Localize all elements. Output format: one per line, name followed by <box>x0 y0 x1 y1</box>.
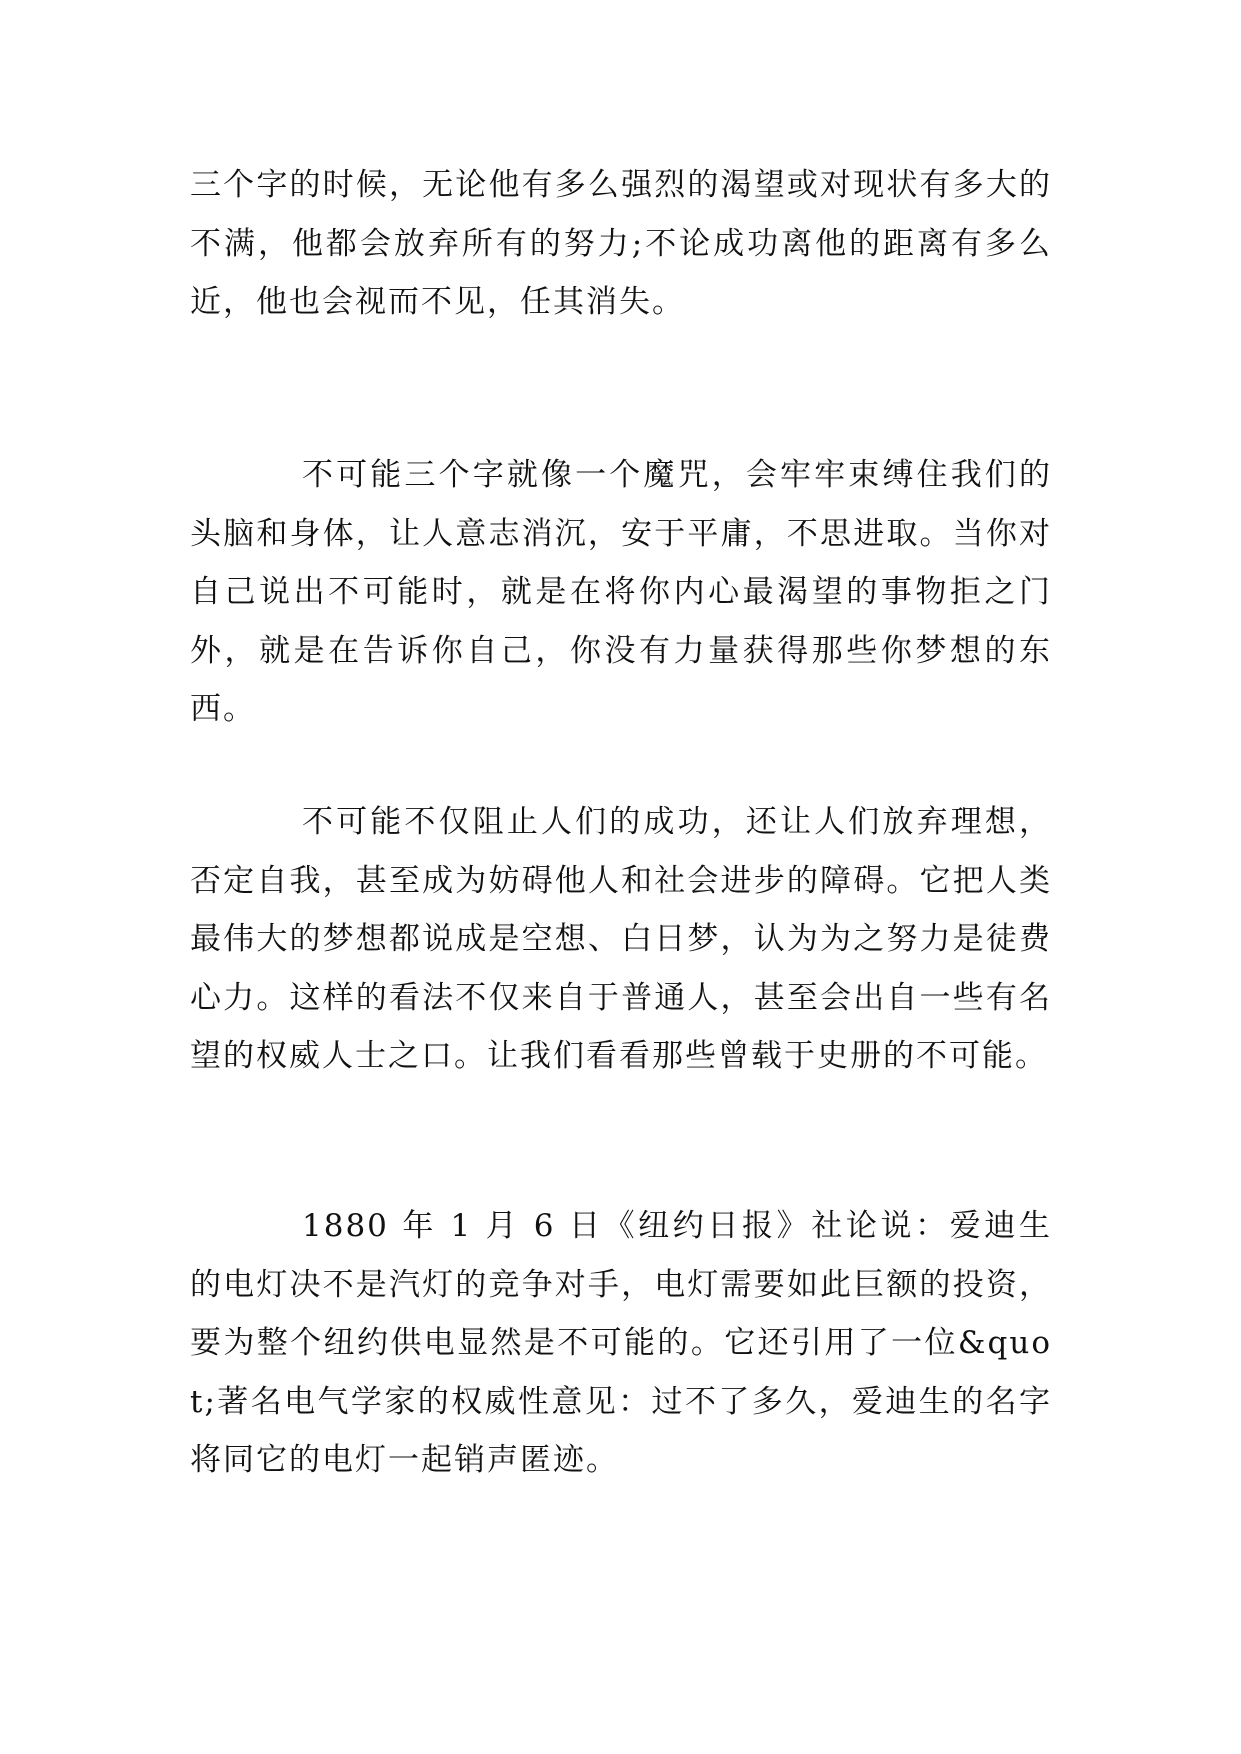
paragraph-edison-example: 1880 年 1 月 6 日《纽约日报》社论说：爱迪生的电灯决不是汽灯的竞争对手，电灯需要如此巨额的投资，要为整个纽约供电显然是不可能的。它还引用了一位&quot;著名电气学家的权威性意见：过不了多久，爱迪生的名字将同它的电灯一起销声匿迹。 <box>190 1208 1052 1478</box>
paragraph-impossible-obstacle: 不可能不仅阻止人们的成功，还让人们放弃理想，否定自我，甚至成为妨碍他人和社会进步的障碍。它把人类最伟大的梦想都说成是空想、白日梦，认为为之努力是徒费心力。这样的看法不仅来自于普通人，甚至会出自一些有名望的权威人士之口。让我们看看那些曾载于史册的不可能。 <box>190 804 1052 1074</box>
paragraph-continuation: 三个字的时候，无论他有多么强烈的渴望或对现状有多大的不满，他都会放弃所有的努力;不论成功离他的距离有多么近，他也会视而不见，任其消失。 <box>190 167 1052 320</box>
paragraph-impossible-spell: 不可能三个字就像一个魔咒，会牢牢束缚住我们的头脑和身体，让人意志消沉，安于平庸，不思进取。当你对自己说出不可能时，就是在将你内心最渴望的事物拒之门外，就是在告诉你自己，你没有力量获得那些你梦想的东西。 <box>190 457 1052 727</box>
